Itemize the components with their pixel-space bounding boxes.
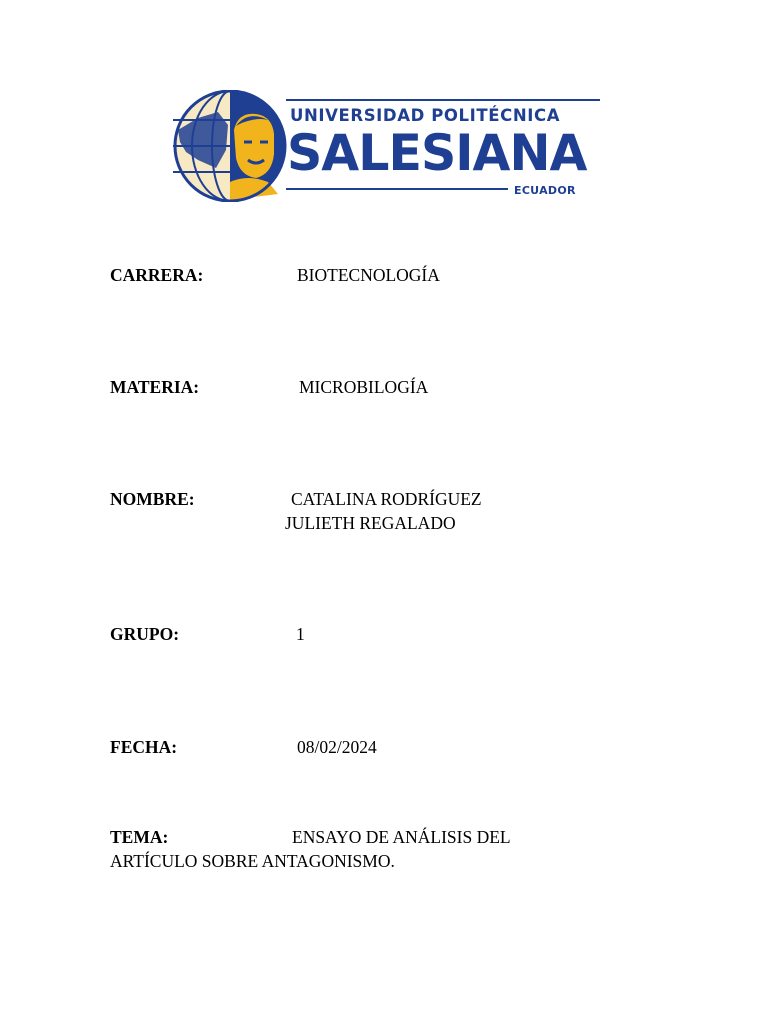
field-carrera (110, 263, 440, 287)
field-nombre (110, 487, 482, 533)
grupo-label: GRUPO: (110, 624, 180, 644)
university-logo (168, 90, 600, 202)
carrera-label: CARRERA: (110, 265, 204, 285)
nombre-value-1: CATALINA RODRÍGUEZ (291, 489, 482, 509)
tema-label: TEMA: (110, 827, 169, 847)
materia-label: MATERIA: (110, 377, 200, 397)
materia-value: MICROBILOGÍA (299, 377, 429, 397)
field-grupo (110, 622, 305, 646)
grupo-value: 1 (296, 624, 305, 644)
logo-salesiana-line: SALESIANA (287, 124, 587, 182)
logo-university-line: UNIVERSIDAD POLITÉCNICA (290, 106, 561, 125)
carrera-value: BIOTECNOLOGÍA (297, 265, 440, 285)
logo-country-line: ECUADOR (514, 184, 576, 197)
field-fecha (110, 735, 377, 759)
nombre-value-2: JULIETH REGALADO (285, 513, 456, 533)
tema-value-2: ARTÍCULO SOBRE ANTAGONISMO. (110, 851, 395, 871)
tema-value-1: ENSAYO DE ANÁLISIS DEL (292, 827, 511, 847)
field-materia (110, 375, 429, 399)
fecha-value: 08/02/2024 (297, 737, 377, 757)
fecha-label: FECHA: (110, 737, 178, 757)
nombre-label: NOMBRE: (110, 489, 195, 509)
field-tema (110, 825, 511, 871)
